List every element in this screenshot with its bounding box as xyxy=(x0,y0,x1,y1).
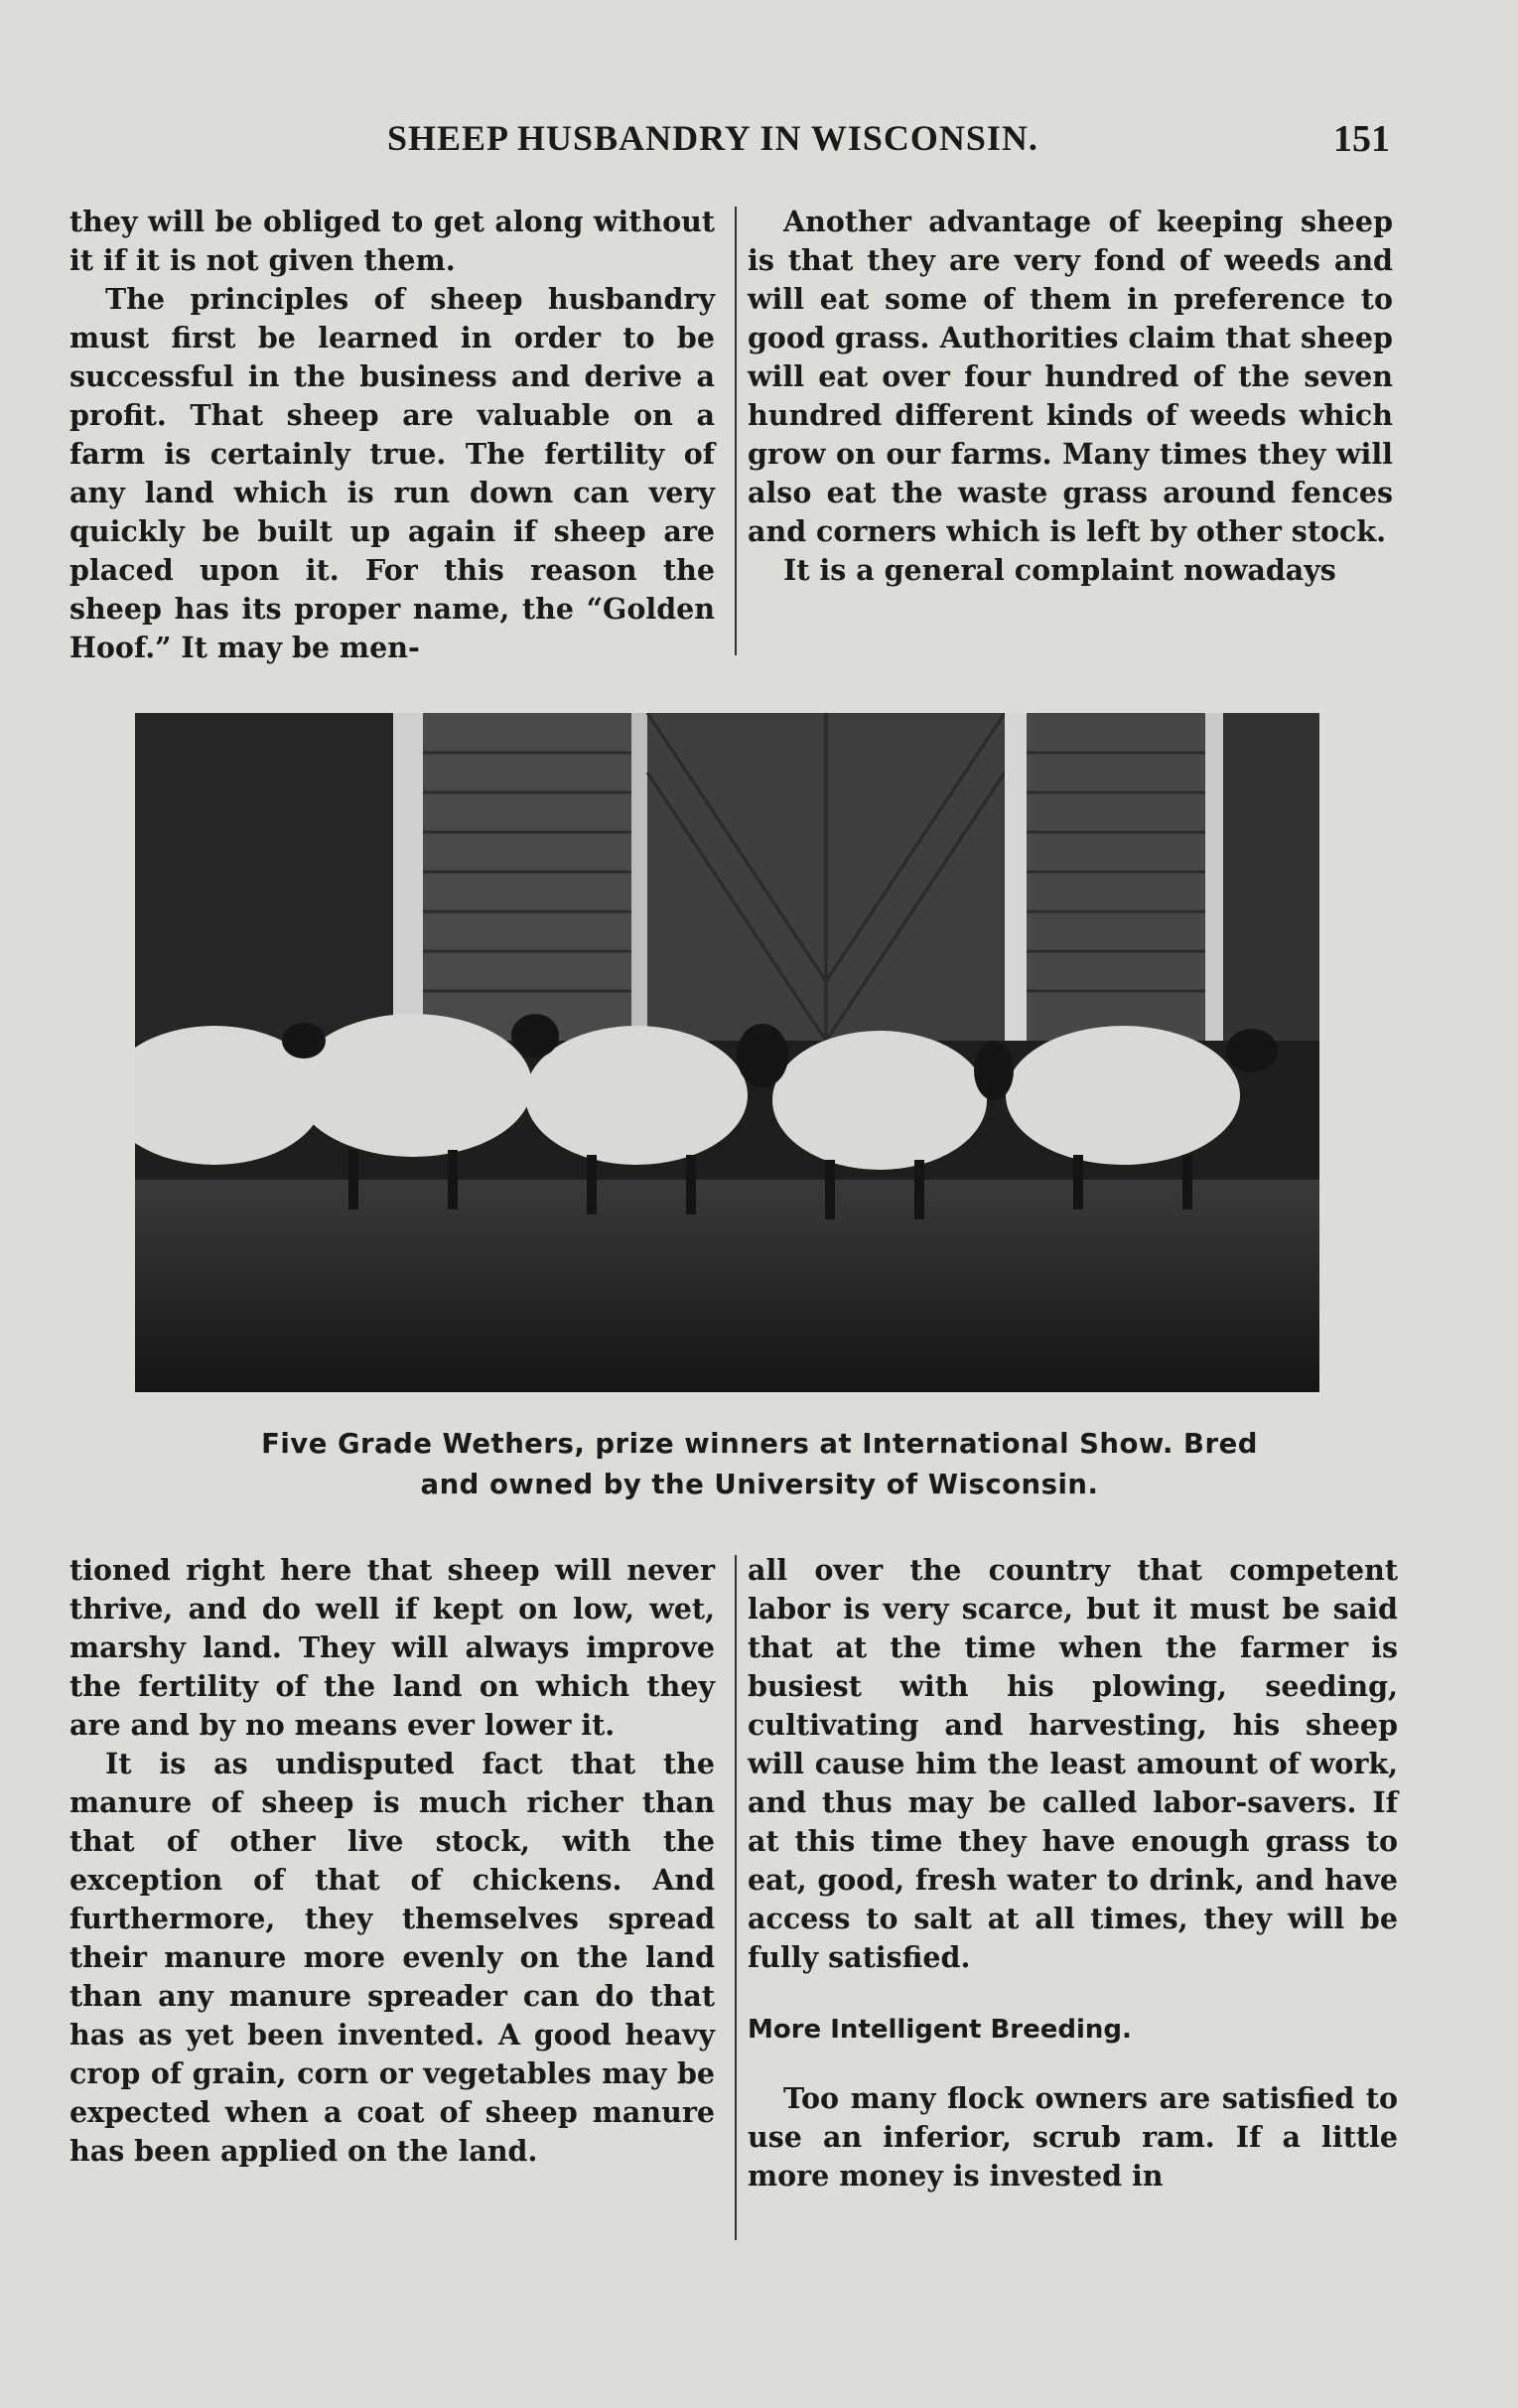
left-column-bottom xyxy=(69,1551,715,2171)
paragraph: Too many flock owners are satisfied to use an inferior, scrub ram. If a little more money is invested in xyxy=(748,2081,1398,2193)
caption-line: Five Grade Wethers, prize winners at International Show. Bred xyxy=(261,1428,1258,1460)
paragraph: all over the country that competent labor is very scarce, but it must be said that at the time when the farmer is busiest with his plowing, seeding, cultivating and harvesting, his sheep will cause him the least amount of work, and thus may be called labor-savers. If at this time they have enough grass to eat, good, fresh water to drink, and have access to salt at all times, they will be fully satisfied. xyxy=(748,1553,1398,1974)
paragraph: they will be obliged to get along without it if it is not given them. xyxy=(69,205,715,277)
paragraph: The principles of sheep husbandry must first be learned in order to be successful in the business and derive a profit. That sheep are valuable on a farm is certainly true. The fertility of any land which is run down can very quickly be built up again if sheep are placed upon it. For this reason the sheep has its proper name, the “Golden Hoof.” It may be men- xyxy=(69,282,715,664)
column-rule xyxy=(735,207,737,655)
paragraph: Another advantage of keeping sheep is that they are very fond of weeds and will eat some of them in preference to good grass. Authorities claim that sheep will eat over four hundred of the seven hundred different kinds of weeds which grow on our farms. Many times they will also eat the waste grass around fences and corners which is left by other stock. xyxy=(748,205,1393,548)
left-column-top xyxy=(69,203,715,667)
sheep-photo-illustration xyxy=(135,713,1319,1392)
sheep-photograph xyxy=(135,713,1319,1392)
running-title: SHEEP HUSBANDRY IN WISCONSIN. xyxy=(387,118,1038,158)
running-head xyxy=(69,117,1390,167)
paragraph: It is as undisputed fact that the manure of sheep is much richer than that of other live stock, with the exception of that of chickens. And furthermore, they themselves spread their manure more evenly on the land than any manure spreader can do that has as yet been invented. A good heavy crop of grain, corn or vegetables may be expected when a coat of sheep manure has been applied on the land. xyxy=(69,1747,715,2168)
column-rule xyxy=(735,1555,737,2240)
page-number: 151 xyxy=(1333,118,1390,160)
section-heading: More Intelligent Breeding. xyxy=(748,2015,1132,2045)
right-column-top xyxy=(748,203,1393,590)
paragraph: tioned right here that sheep will never thrive, and do well if kept on low, wet, marshy land. They will always improve the fertility of the land on which they are and by no means ever lower it. xyxy=(69,1553,715,1742)
caption-line: and owned by the University of Wisconsin. xyxy=(420,1469,1099,1500)
figure-caption xyxy=(89,1424,1430,1505)
paragraph: It is a general complaint nowadays xyxy=(783,553,1336,587)
right-column-bottom xyxy=(748,1551,1398,2196)
